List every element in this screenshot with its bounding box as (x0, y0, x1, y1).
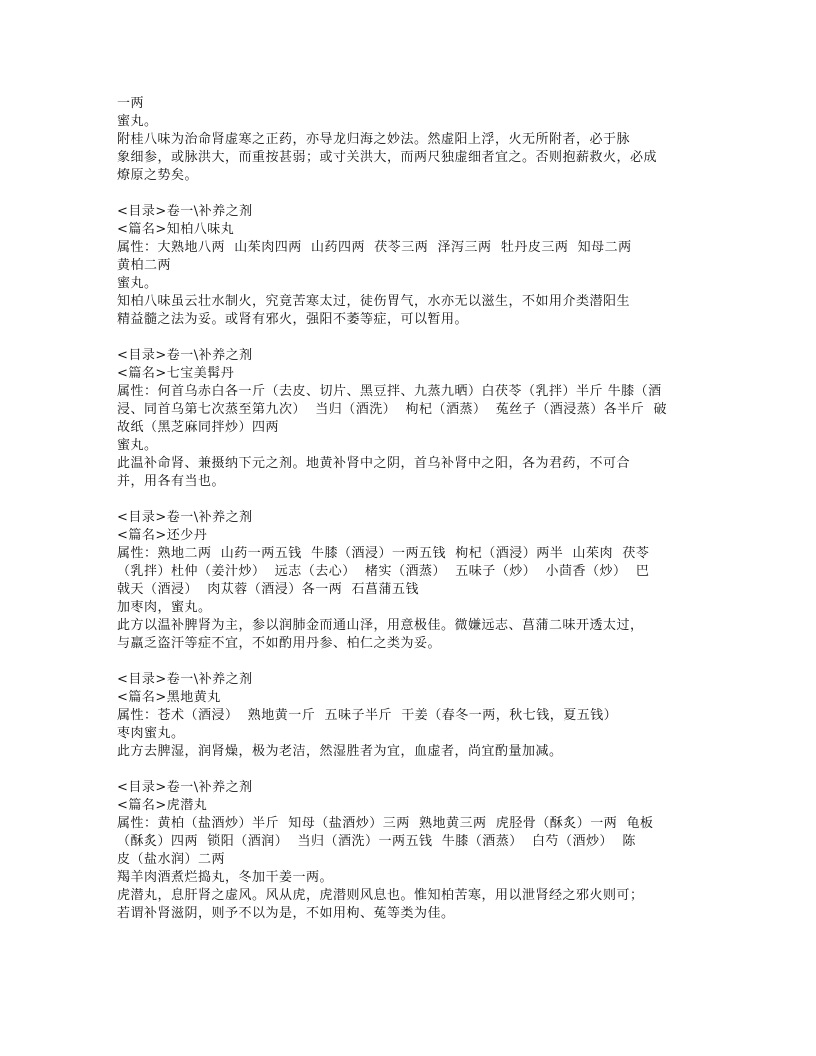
text-line: 属性：何首乌赤白各一斤（去皮、切片、黑豆拌、九蒸九晒）白茯苓（乳拌）半斤 牛膝（酒 (117, 384, 662, 399)
text-line: 与羸乏盗汗等症不宜，不如酌用丹参、柏仁之类为妥。 (117, 636, 442, 651)
text-line: 戟天（酒浸） 肉苁蓉（酒浸）各一两 石菖蒲五钱 (117, 582, 420, 597)
text-line: 属性：熟地二两 山药一两五钱 牛膝（酒浸）一两五钱 枸杞（酒浸）两半 山茱肉 茯苓 (117, 546, 650, 561)
text-line: 此温补命肾、兼摄纳下元之剂。地黄补肾中之阴，首乌补肾中之阳，各为君药，不可合 (117, 456, 631, 471)
text-line: 黄柏二两 (117, 258, 172, 273)
entry-huanshao-dan (117, 509, 717, 653)
entry-hei-dihuang-wan (117, 671, 717, 761)
lead-paragraph (117, 95, 717, 185)
text-line: 象细参，或脉洪大，而重按甚弱；或寸关洪大，而两尺独虚细者宜之。否则抱薪救火，必成 (117, 150, 658, 165)
entry-huqian-wan (117, 779, 717, 923)
text-line: （酥炙）四两 锁阳（酒润） 当归（酒洗）一两五钱 牛膝（酒蒸） 白芍（酒炒） 陈 (117, 834, 636, 849)
text-line: 加枣肉，蜜丸。 (117, 600, 212, 615)
spacer (117, 329, 717, 347)
text-line: 蜜丸。 (117, 114, 158, 129)
document-page (117, 95, 717, 923)
entry-zhibai-bawei-wan (117, 203, 717, 329)
text-line: 属性：黄柏（盐酒炒）半斤 知母（盐酒炒）三两 熟地黄三两 虎胫骨（酥炙）一两 龟板 (117, 816, 654, 831)
text-line: 蜜丸。 (117, 276, 158, 291)
text-line: 故纸（黑芝麻同拌炒）四两 (117, 420, 280, 435)
spacer (117, 653, 717, 671)
text-line: （乳拌）杜仲（姜汁炒） 远志（去心） 楮实（酒蒸） 五味子（炒） 小茴香（炒） 巴 (117, 564, 650, 579)
text-line: 若谓补肾滋阴，则予不以为是，不如用枸、菟等类为佳。 (117, 906, 455, 921)
catalog-line: <目录>卷一\补养之剂 (117, 672, 253, 687)
text-line: 枣肉蜜丸。 (117, 726, 185, 741)
text-line: 浸、同首乌第七次蒸至第九次） 当归（酒洗） 枸杞（酒蒸） 菟丝子（酒浸蒸）各半斤 破 (117, 402, 668, 417)
text-line: 燎原之势矣。 (117, 168, 199, 183)
spacer (117, 491, 717, 509)
text-line: 一两 (117, 96, 145, 111)
catalog-line: <目录>卷一\补养之剂 (117, 510, 253, 525)
text-line: 蜜丸。 (117, 438, 158, 453)
spacer (117, 185, 717, 203)
text-line: 虎潜丸，息肝肾之虚风。风从虎，虎潜则风息也。惟知柏苦寒，用以泄肾经之邪火则可； (117, 888, 644, 903)
text-line: 皮（盐水润）二两 (117, 852, 226, 867)
text-line: 精益髓之法为妥。或肾有邪火，强阳不萎等症，可以暂用。 (117, 312, 469, 327)
entry-title: <篇名>还少丹 (117, 528, 208, 543)
catalog-line: <目录>卷一\补养之剂 (117, 204, 253, 219)
text-line: 知柏八味虽云壮水制火，究竟苦寒太过，徒伤胃气，水亦无以滋生，不如用介类潜阳生 (117, 294, 631, 309)
entry-qibao-meiran-dan (117, 347, 717, 491)
catalog-line: <目录>卷一\补养之剂 (117, 780, 253, 795)
text-line: 此方去脾湿，润肾燥，极为老洁，然湿胜者为宜，血虚者，尚宜酌量加减。 (117, 744, 563, 759)
text-line: 此方以温补脾肾为主，参以润肺金而通山泽，用意极佳。微嫌远志、菖蒲二味开透太过， (117, 618, 644, 633)
entry-title: <篇名>黑地黄丸 (117, 690, 221, 705)
text-line: 羯羊肉酒煮烂捣丸，冬加干姜一两。 (117, 870, 334, 885)
spacer (117, 761, 717, 779)
text-line: 附桂八味为治命肾虚寒之正药，亦导龙归海之妙法。然虚阳上浮，火无所附者，必于脉 (117, 132, 631, 147)
text-line: 属性：苍术（酒浸） 熟地黄一斤 五味子半斤 干姜（春冬一两，秋七钱，夏五钱） (117, 708, 618, 723)
text-line: 并，用各有当也。 (117, 474, 226, 489)
catalog-line: <目录>卷一\补养之剂 (117, 348, 253, 363)
entry-title: <篇名>七宝美髯丹 (117, 366, 235, 381)
entry-title: <篇名>知柏八味丸 (117, 222, 235, 237)
entry-title: <篇名>虎潜丸 (117, 798, 208, 813)
text-line: 属性：大熟地八两 山茱肉四两 山药四两 茯苓三两 泽泻三两 牡丹皮三两 知母二两 (117, 240, 632, 255)
